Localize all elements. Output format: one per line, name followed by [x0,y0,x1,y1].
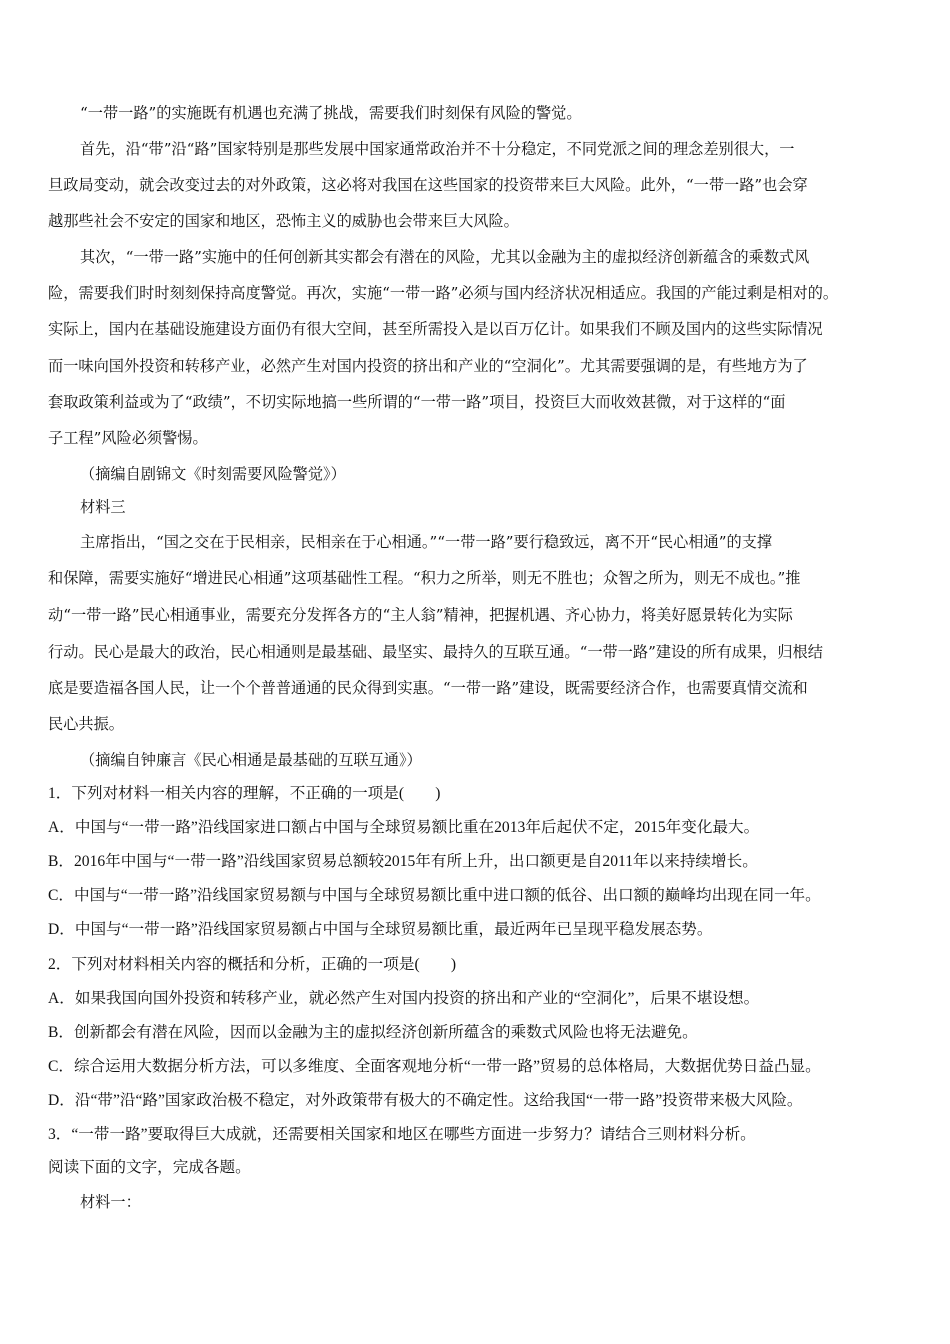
option-line: D．沿“带”沿“路”国家政治极不稳定，对外政策带有极大的不确定性。这给我国“一带一路”投资带来极大风险。 [48,1092,803,1109]
heading-line: 材料一： [80,1193,141,1211]
instruction-line: 阅读下面的文字，完成各题。 [48,1159,251,1176]
paragraph-line: 行动。民心是最大的政治，民心相通则是最基础、最坚实、最持久的互联互通。“一带一路”建设的所有成果，归根结 [48,643,823,661]
paragraph-line: 其次，“一带一路”实施中的任何创新其实都会有潜在的风险，尤其以金融为主的虚拟经济创新蕴含的乘数式风 [80,248,810,266]
paragraph-line: 首先，沿“带”沿“路”国家特别是那些发展中国家通常政治并不十分稳定，不同党派之间的理念差别很大，一 [80,140,795,158]
paragraph-line: 险，需要我们时时刻刻保持高度警觉。再次，实施“一带一路”必须与国内经济状况相适应。我国的产能过剩是相对的。 [48,284,839,302]
option-line: C．中国与“一带一路”沿线国家贸易额与中国与全球贸易额比重中进口额的低谷、出口额的巅峰均出现在同一年。 [48,887,821,904]
source-line: （摘编自剧锦文《时刻需要风险警觉》） [80,465,346,483]
paragraph-line: 越那些社会不安定的国家和地区，恐怖主义的威胁也会带来巨大风险。 [48,212,519,230]
option-line: C．综合运用大数据分析方法，可以多维度、全面客观地分析“一带一路”贸易的总体格局，大数据优势日益凸显。 [48,1058,821,1075]
paragraph-line: 和保障，需要实施好“增进民心相通”这项基础性工程。“积力之所举，则无不胜也；众智之所为，则无不成也。”推 [48,569,801,587]
source-line: （摘编自钟廉言《民心相通是最基础的互联互通》） [80,751,422,769]
paragraph-line: 民心共振。 [48,715,124,733]
paragraph-line: 底是要造福各国人民，让一个个普普通通的民众得到实惠。“一带一路”建设，既需要经济合作，也需要真情交流和 [48,679,808,697]
paragraph-line: 旦政局变动，就会改变过去的对外政策，这必将对我国在这些国家的投资带来巨大风险。此外，“一带一路”也会穿 [48,176,808,194]
question-line: 2．下列对材料相关内容的概括和分析，正确的一项是( ) [48,956,457,973]
heading-line: 材料三 [80,498,126,516]
paragraph-line: 而一味向国外投资和转移产业，必然产生对国内投资的挤出和产业的“空洞化”。尤其需要强调的是，有些地方为了 [48,357,808,375]
option-line: D．中国与“一带一路”沿线国家贸易额占中国与全球贸易额比重，最近两年已呈现平稳发展态势。 [48,921,713,938]
paragraph-line: 子工程”风险必须警惕。 [48,429,208,447]
paragraph-line: 实际上，国内在基础设施建设方面仍有很大空间，甚至所需投入是以百万亿计。如果我们不顾及国内的这些实际情况 [48,320,823,338]
option-line: A．中国与“一带一路”沿线国家进口额占中国与全球贸易额比重在2013年后起伏不定，2015年变化最大。 [48,819,760,836]
paragraph-line: “一带一路”的实施既有机遇也充满了挑战，需要我们时刻保有风险的警觉。 [80,104,582,122]
paragraph-line: 动“一带一路”民心相通事业，需要充分发挥各方的“主人翁”精神，把握机遇、齐心协力，将美好愿景转化为实际 [48,606,793,624]
question-line: 3．“一带一路”要取得巨大成就，还需要相关国家和地区在哪些方面进一步努力？请结合三则材料分析。 [48,1126,756,1143]
paragraph-line: 主席指出，“国之交在于民相亲，民相亲在于心相通。”“一带一路”要行稳致远，离不开“民心相通”的支撑 [80,533,773,551]
paragraph-line: 套取政策利益或为了“政绩”，不切实际地搞一些所谓的“一带一路”项目，投资巨大而收效甚微，对于这样的“面 [48,393,786,411]
question-line: 1．下列对材料一相关内容的理解，不正确的一项是( ) [48,785,441,802]
option-line: A．如果我国向国外投资和转移产业，就必然产生对国内投资的挤出和产业的“空洞化”，后果不堪设想。 [48,990,760,1007]
option-line: B．创新都会有潜在风险，因而以金融为主的虚拟经济创新所蕴含的乘数式风险也将无法避免。 [48,1024,698,1041]
option-line: B．2016年中国与“一带一路”沿线国家贸易总额较2015年有所上升，出口额更是自2011年以来持续增长。 [48,853,758,870]
